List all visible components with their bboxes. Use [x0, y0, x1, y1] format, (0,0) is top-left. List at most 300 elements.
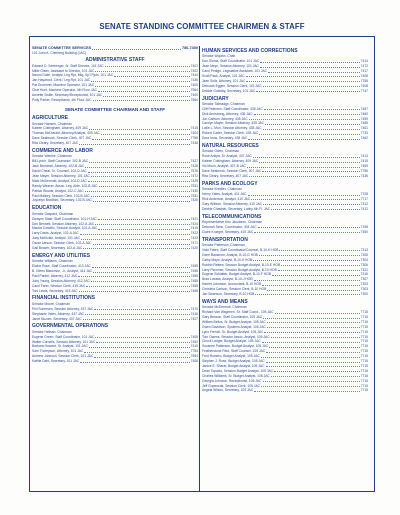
phone-extension: 7419	[190, 226, 198, 231]
phone-extension: 7715	[360, 388, 368, 393]
committee-name: ENERGY AND UTILITIES	[32, 252, 91, 259]
committee-chair: Senator Moore, Chairman	[32, 301, 70, 306]
staff-name: Scott Pack, Analyst, 101 JAC	[202, 73, 245, 78]
leader-dots	[267, 325, 360, 329]
committee-services-phone: 786-7400	[181, 46, 198, 50]
phone-extension: 7303	[360, 282, 368, 287]
right-column	[202, 46, 368, 393]
left-column	[32, 46, 198, 364]
leader-dots	[271, 335, 360, 339]
staff-entry	[202, 230, 368, 235]
staff-name: Stephen J. Rose, Budget Analyst, 105 JAC	[202, 359, 265, 364]
staff-name: Don Bennett, Session Attorney, 102-A JAC	[32, 221, 95, 226]
leader-dots	[105, 64, 190, 68]
administrative-staff-heading: ADMINISTRATIVE STAFF	[85, 57, 145, 64]
leader-dots	[93, 269, 189, 273]
leader-dots	[88, 169, 190, 173]
phone-extension: 7715	[360, 339, 368, 344]
staff-name: Jeff Gupworda, Session Clerk, 105 JAC	[202, 383, 261, 388]
committee-chair: Senator McDermott, Chairman	[202, 305, 247, 310]
leader-dots	[83, 317, 190, 321]
admin-staff-entry	[32, 98, 198, 103]
phone-extension: 7401	[190, 63, 198, 68]
leader-dots	[263, 84, 360, 88]
phone-extension: 7417	[360, 69, 368, 74]
committee-name: TRANSPORTATION	[202, 236, 248, 243]
committee-chair: Senator Kreidler, Chairman	[202, 187, 242, 192]
phone-extension: 7452	[190, 339, 198, 344]
leader-dots	[80, 231, 190, 235]
staff-name: Gary Wilburn, Session Attorney, 410 JAC	[202, 201, 263, 206]
leader-dots	[254, 388, 359, 392]
staff-name: Claire Krueger, Secretary, 415 JAC	[202, 229, 254, 234]
staff-name: Carol Pedigo, Legislative Assistant, 101 JAC	[202, 69, 268, 74]
committee-name: PARKS AND ECOLOGY	[202, 180, 258, 187]
phone-extension: 7717	[360, 196, 368, 201]
staff-name: Deborah Senn, Coordinator, 404 JAC	[202, 224, 257, 229]
staff-entry	[32, 289, 198, 294]
leader-dots	[89, 159, 190, 163]
leader-dots	[261, 354, 360, 358]
leader-dots	[259, 131, 359, 135]
phone-extension: 7402	[190, 68, 198, 73]
phone-extension: 7316	[360, 272, 368, 277]
committee-name: EDUCATION	[32, 205, 62, 212]
phone-extension: 7400	[190, 93, 198, 98]
committee-chair: Senator Williams, Chairman	[32, 259, 73, 264]
staff-name: Richard Van Wagenen, Sr. Staff Coord., 105 JAC	[202, 310, 274, 315]
leader-dots	[114, 73, 190, 77]
leader-dots	[271, 374, 360, 378]
staff-name: Dick Armstrong, Attorney, 435 JAC	[202, 111, 253, 116]
phone-extension: 7472	[190, 173, 198, 178]
committee-chair: Senator Hansen, Chairman	[32, 121, 72, 126]
staff-name: Featherstone Reid, Staff Counsel, 105 JAC	[202, 349, 266, 354]
leader-dots	[91, 78, 189, 82]
phone-extension: 7426	[190, 198, 198, 203]
leader-dots	[94, 354, 189, 358]
leader-dots	[253, 154, 360, 158]
leader-dots	[92, 264, 190, 268]
leader-dots	[258, 225, 360, 229]
leader-dots	[262, 339, 360, 343]
phone-extension: 7424	[190, 221, 198, 226]
staff-entry	[32, 246, 198, 251]
staff-name: Toni Lewis, Secretary, 415 JAC	[32, 288, 78, 293]
leader-dots	[247, 164, 360, 168]
leader-dots	[92, 46, 181, 50]
staff-name: Randy Weaver, Assoc. Leg. Aide, 102-B JAC	[32, 183, 98, 188]
staff-name: Patrick Woods, Analyst, 102-C JAC	[32, 188, 84, 193]
staff-name: Gail Brower, Secretary, 102-A JAC	[32, 245, 83, 250]
staff-name: Don Sloma, Staff Coordinator, 101 JAC	[202, 59, 260, 64]
staff-name: Fred Romero, Budget Analyst, 105 JAC	[202, 354, 260, 359]
phone-extension: 7715	[360, 329, 368, 334]
phone-extension: 7465	[360, 121, 368, 126]
staff-name: Jean Meyn, Session Attorney, 101 JAC	[202, 64, 259, 69]
committee-chair: Senator Warnke, Chairman	[32, 154, 72, 159]
phone-extension: 7415	[190, 126, 198, 131]
phone-extension: 7412	[360, 201, 368, 206]
staff-name: Walter Cornelis, Session Attorney, 101 JAC	[32, 339, 96, 344]
staff-name: Bill Lynch, Staff Counselor, 102-B JAC	[32, 159, 89, 164]
phone-extension: 7715	[360, 363, 368, 368]
right-committee-list	[202, 48, 368, 393]
phone-extension: 7455	[190, 278, 198, 283]
staff-name: Henry Yates, Analyst, 411 JAC	[202, 192, 247, 197]
staff-name: Gene Baxstrom, Analyst, B-10-G HOB	[202, 252, 258, 257]
leader-dots	[91, 174, 190, 178]
staff-name: Eugene Schlatter, Budget Analyst, B-10-F HOB	[202, 272, 271, 277]
leader-dots	[99, 184, 190, 188]
leader-dots	[275, 310, 360, 314]
phone-extension: 7715	[360, 310, 368, 315]
leader-dots	[266, 359, 360, 363]
staff-name: Harriet Johnston, Accountant, B-10 HOB	[202, 282, 262, 287]
phone-extension: 7404	[190, 131, 198, 136]
staff-name: Lynn French, Sr. Budget Analyst, 105 JAC	[202, 329, 264, 334]
leader-dots	[263, 126, 360, 130]
staff-name: Joycelyn Bradford, Secretary, 102-B JAC	[32, 198, 92, 203]
phone-extension: 7429	[190, 178, 198, 183]
page-title: SENATE STANDING COMMITTEE CHAIRMEN & STAFF	[99, 22, 305, 31]
committee-chair: Senator Gaspard, Chairman	[32, 211, 74, 216]
phone-extension: 7715	[360, 378, 368, 383]
phone-extension: 7400	[190, 83, 198, 88]
leader-dots	[281, 263, 360, 267]
leader-dots	[271, 207, 360, 211]
staff-entry	[32, 141, 198, 146]
staff-name: Tom Owens, Session Assoc. Analyst, 105 JAC	[202, 334, 270, 339]
leader-dots	[83, 246, 189, 250]
leader-dots	[272, 272, 360, 276]
leader-dots	[260, 59, 359, 63]
staff-name: Brad Lovaas, Analyst, B-10-J HOB	[202, 277, 253, 282]
leader-dots	[91, 194, 190, 198]
leader-dots	[254, 230, 359, 234]
staff-entry	[202, 388, 368, 393]
staff-name: Jan Swanson, Secretary, B-10 HOB	[202, 291, 255, 296]
leader-dots	[103, 93, 189, 97]
leader-dots	[248, 192, 360, 196]
leader-dots	[95, 335, 189, 339]
committee-services-address: 101 John A. Cherberg Building (JAC)	[32, 51, 87, 56]
staff-name: Janet Nuzum, Secretary, 437 JAC	[32, 316, 82, 321]
staff-name: Jean Mayer, Session Attorney, 101 JAC	[32, 173, 90, 178]
staff-name: Kaleen Cottingham, Attorney, 409 JAC	[32, 126, 89, 131]
leader-dots	[79, 289, 190, 293]
staff-name: Oscar Larson, Session Clerk, 102-A JAC	[32, 241, 92, 246]
phone-extension: 7462	[360, 136, 368, 141]
staff-entry	[202, 207, 368, 212]
leader-dots	[263, 315, 359, 319]
phone-extension: 7594	[190, 354, 198, 359]
phone-extension: 7715	[360, 383, 368, 388]
staff-name: Larry Plummer, Session Budget Analyst, B-10 HOB	[202, 267, 277, 272]
phone-extension: 7414	[360, 59, 368, 64]
staff-name: Elaine Rose, Staff Coordinator, 413 JAC	[32, 264, 91, 269]
staff-name: Stephanie Yates, Attorney, 437 JAC	[32, 311, 85, 316]
phone-extension: 7408	[360, 83, 368, 88]
staff-name: Mark McDermott, Analyst, 102-D JAC	[32, 178, 87, 183]
leader-dots	[262, 169, 359, 173]
leader-dots	[86, 284, 190, 288]
staff-name: Marcia Costello, Session Analyst, 102-A JAC	[32, 226, 98, 231]
phone-extension: 7564	[190, 88, 198, 93]
committee-chair: Representative Ken Jacobsen, Chairman	[202, 220, 263, 224]
phone-extension: 7303	[360, 287, 368, 292]
leader-dots	[98, 217, 190, 221]
leader-dots	[101, 131, 190, 135]
phone-extension: 7564	[190, 97, 198, 102]
leader-dots	[249, 174, 359, 178]
leader-dots	[81, 236, 190, 240]
leader-dots	[246, 74, 360, 78]
committee-chair: Senator Hellsan, Chairman	[32, 329, 72, 334]
staff-name: Paul Mallory, Session Clerk, 102-B JAC	[32, 193, 90, 198]
staff-entry	[32, 198, 198, 203]
phone-extension: 7715	[360, 344, 368, 349]
staff-name: Millie Olsen, Assistant to Director, 101 JAC	[32, 68, 95, 73]
phone-extension: 7420	[190, 245, 198, 250]
administrative-staff-list	[32, 64, 198, 103]
staff-name: David Cheal, Sr. Counsel, 102-D JAC	[32, 169, 87, 174]
leader-dots	[267, 287, 359, 291]
leader-dots	[98, 88, 190, 92]
staff-name: Larry Davis, Analyst, 102-A JAC	[32, 231, 79, 236]
staff-name: Judy McKickle, Analyst, 101 JAC	[32, 236, 81, 241]
leader-dots	[260, 64, 360, 68]
leader-dots	[92, 136, 189, 140]
leader-dots	[85, 189, 190, 193]
leader-dots	[261, 384, 360, 388]
staff-name: Carol Farer, Session Clerk, 415 JAC	[32, 283, 86, 288]
staff-name: Barbara Howard, Sr. Analyst, 101 JAC	[32, 344, 88, 349]
phone-extension: 7756	[360, 168, 368, 173]
leader-dots	[253, 258, 359, 262]
staff-name: Jack Brummel, Attorney, 102-B JAC	[32, 164, 85, 169]
left-committee-list	[32, 115, 198, 364]
committee-chair: Senator Owen, Chairman	[202, 149, 240, 154]
leader-dots	[279, 248, 359, 252]
committee-name: COMMERCE AND LABOR	[32, 148, 93, 155]
staff-name: Kathie Dahl, Secretary, 101 JAC	[32, 359, 80, 364]
leader-dots	[93, 241, 190, 245]
phone-extension: 7406	[190, 359, 198, 364]
staff-name: Char Hunt, Machine Operator, 4th Floor JAC	[32, 88, 98, 93]
chairman-staff-heading: SENATE COMMITTEE CHAIRMAN AND STAFF	[64, 106, 166, 112]
committee-name: NATURAL RESOURCES	[202, 143, 259, 150]
leader-dots	[248, 136, 359, 140]
phone-extension: 7715	[360, 315, 368, 320]
staff-name: Dean Topacio, Session Budget Analyst, 105 JAC	[202, 368, 274, 373]
staff-entry	[202, 89, 368, 94]
phone-extension: 7428	[190, 164, 198, 169]
leader-dots	[254, 277, 360, 281]
phone-extension: 7423	[190, 236, 198, 241]
staff-name: Jan Haywood, Clerk / Leg Rpt, 101 JAC	[32, 78, 91, 83]
leader-dots	[264, 330, 359, 334]
phone-extension: 7531	[190, 183, 198, 188]
committee-chair: Senator Patterson, Chairman	[202, 243, 245, 248]
phone-extension: 7576	[190, 169, 198, 174]
staff-name: Dora Imus, Secretary, 435 JAC	[202, 136, 248, 141]
staff-name: Kaleen Cottingham, Attorney, 409 JAC	[202, 159, 259, 164]
phone-extension: 7469	[360, 164, 368, 169]
phone-extension: 7436	[360, 173, 368, 178]
phone-extension: 7415	[360, 159, 368, 164]
leader-dots	[246, 79, 359, 83]
leader-dots	[94, 307, 189, 311]
phone-extension: 7715	[360, 359, 368, 364]
phone-extension: 7307	[360, 277, 368, 282]
phone-extension: 7715	[360, 373, 368, 378]
phone-extension: 7305	[360, 252, 368, 257]
phone-extension: 7412	[360, 206, 368, 211]
leader-dots	[249, 117, 360, 121]
staff-name: Rose Antipa, Sr. Analyst, 407 JAC	[202, 154, 252, 159]
leader-dots	[96, 340, 189, 344]
leader-dots	[95, 83, 190, 87]
staff-name: Angela Wilson, Secretary, 105 JAC	[202, 388, 254, 393]
leader-dots	[259, 253, 360, 257]
staff-name: Chuck Langer, Budget Analyst, 105 JAC	[202, 339, 261, 344]
leader-dots	[262, 282, 359, 286]
phone-extension: 7413	[360, 154, 368, 159]
staff-name: Eugene Green, Staff Coordinator, 101 JAC	[32, 334, 95, 339]
phone-extension: 7471	[190, 241, 198, 246]
staff-entry	[32, 317, 198, 322]
phone-extension: 7407	[190, 316, 198, 321]
leader-dots	[251, 197, 359, 201]
leader-dots	[93, 98, 190, 102]
staff-name: Phil Sorensen, Session Attorney, 437 JAC	[32, 306, 94, 311]
staff-entry	[202, 174, 368, 179]
staff-name: Rita Cleary, Secretary, 407 JAC	[32, 141, 79, 146]
staff-name: Carolyn Mayer, Session Attorney, 435 JAC	[202, 121, 265, 126]
staff-name: Vic Moon, Analyst, 407-B JAC	[202, 164, 246, 169]
phone-extension: 7754	[190, 349, 198, 354]
leader-dots	[95, 222, 189, 226]
phone-extension: 7198	[360, 224, 368, 229]
phone-extension: 7455	[190, 283, 198, 288]
staff-entry	[202, 292, 368, 297]
staff-name: Dave Seabrook, Session Clerk, 407 JAC	[32, 136, 92, 141]
phone-extension: 7459	[360, 116, 368, 121]
title-rule	[29, 36, 375, 37]
phone-extension: 7304	[360, 257, 368, 262]
phone-extension: 7715	[360, 334, 368, 339]
leader-dots	[267, 320, 360, 324]
phone-extension: 7450	[360, 229, 368, 234]
committee-name: TELECOMMUNICATIONS	[202, 213, 262, 220]
staff-name: Rick Anderson, Analyst, 410 JAC	[202, 196, 251, 201]
phone-extension: 7733	[360, 131, 368, 136]
staff-name: Charles Williams, Sr. Budget Analyst, 105 JAC	[202, 373, 270, 378]
staff-name: Dwayne Slate, Staff Coordinator, 101-H JAC	[32, 216, 97, 221]
leader-dots	[89, 126, 189, 130]
staff-name: Christina Carlson, Session Clerk, B-10 HOB	[202, 287, 267, 292]
staff-name: Pat Grommet, Machine Operator, 101 JAC	[32, 83, 95, 88]
leader-dots	[255, 292, 359, 296]
staff-name: Robert Carter, Session Clerk, 435 JAC	[202, 131, 259, 136]
staff-name: Edward D. Seeberger, Sr. Staff Director, 101 JAC	[32, 63, 104, 68]
leader-dots	[266, 349, 359, 353]
leader-dots	[89, 344, 190, 348]
leader-dots	[91, 279, 190, 283]
phone-extension: 7427	[190, 159, 198, 164]
leader-dots	[269, 344, 359, 348]
phone-extension: 7405	[190, 334, 198, 339]
committee-chair: Senator Wojahn, Chair	[202, 54, 236, 59]
staff-name: Debbie Chastain, Secretary, Lobby 4th Fl. JAC	[202, 206, 271, 211]
staff-name: Judy Young, Session Attorney, 412 JAC	[32, 278, 90, 283]
phone-extension: 7410	[190, 344, 198, 349]
staff-name: Rita Cleary, Secretary, 407 JAC	[202, 173, 249, 178]
staff-name: Jon Carlson, Attorney, 435 JAC	[202, 116, 248, 121]
phone-extension: 7421	[190, 216, 198, 221]
phone-extension: 7455	[190, 264, 198, 269]
leader-dots	[259, 159, 359, 163]
staff-name: Cliff Petersen, Staff Coordinator, 435 JAC	[202, 106, 263, 111]
leader-dots	[264, 107, 360, 111]
leader-dots	[98, 226, 189, 230]
leader-dots	[256, 89, 359, 93]
staff-name: Deborah Eggen, Session Clerk, 101 JAC	[202, 83, 262, 88]
staff-name: Annette Swille, Secretary/Receptionist, 101 JAC	[32, 93, 103, 98]
staff-name: Jean Soliz, Attorney, 101 JAC	[202, 78, 246, 83]
phone-extension: 7531	[190, 193, 198, 198]
staff-name: Polly Parker, Receptionist, 4th Floor JAC	[32, 97, 92, 102]
phone-extension: 7436	[190, 141, 198, 146]
committee-services-label: SENATE COMMITTEE SERVICES	[32, 46, 92, 50]
staff-name: Suzanne Patterson, Budget Analyst, 105 JAC	[202, 344, 269, 349]
staff-name: Robbin Rettew, Session Budget Analyst, B-10-E HOB	[202, 262, 281, 267]
committee-name: HUMAN SERVICES AND CORRECTIONS	[202, 48, 298, 54]
staff-name: B. Glenn Blackmon, Jr., Analyst, 414 JAC	[32, 269, 93, 274]
staff-entry	[202, 136, 368, 141]
staff-name: Andrew Johnson, Session Clerk, 101 JAC	[32, 354, 94, 359]
leader-dots	[263, 379, 360, 383]
phone-extension: 7461	[360, 126, 368, 131]
leader-dots	[85, 164, 189, 168]
phone-extension: 7455	[190, 288, 198, 293]
phone-extension: 7455	[190, 273, 198, 278]
column-divider	[199, 46, 200, 492]
leader-dots	[266, 364, 360, 368]
staff-name: Georgia Johnson, Receptionist, 105 JAC	[202, 378, 262, 383]
phone-extension: 7306	[360, 262, 368, 267]
staff-name: Cathy Mayo, Analyst, B-10-K HOB	[202, 257, 253, 262]
phone-extension: 7436	[190, 78, 198, 83]
leader-dots	[268, 69, 360, 73]
phone-extension: 7408	[360, 73, 368, 78]
leader-dots	[274, 369, 360, 373]
phone-extension: 7416	[190, 311, 198, 316]
phone-extension: 7313	[360, 247, 368, 252]
phone-extension: 7755	[360, 78, 368, 83]
staff-name: Paul Parker, Attorney, 412 JAC	[32, 273, 78, 278]
phone-extension: 7715	[360, 368, 368, 373]
phone-extension: 7715	[360, 349, 368, 354]
phone-extension: 7430	[190, 188, 198, 193]
phone-extension: 7455	[190, 269, 198, 274]
leader-dots	[254, 112, 360, 116]
phone-extension: 7321	[360, 267, 368, 272]
leader-dots	[79, 141, 189, 145]
leader-dots	[93, 198, 190, 202]
staff-name: Gary Benson, Staff Coordinator, 105 JAC	[202, 315, 263, 320]
